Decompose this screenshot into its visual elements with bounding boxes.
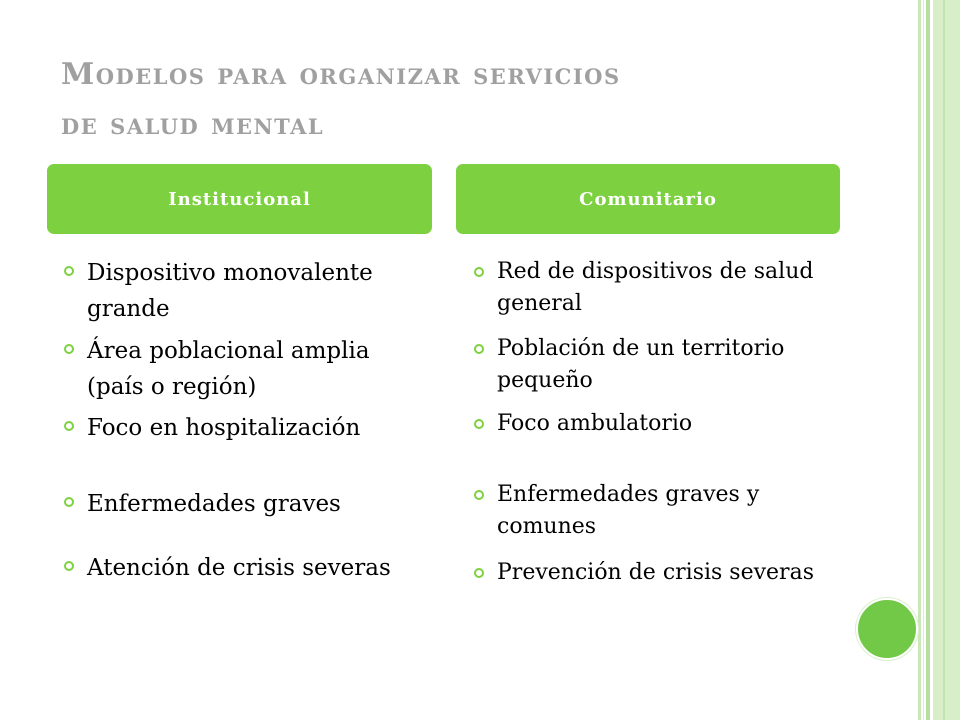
list-item-text: Foco ambulatorio [497, 411, 693, 436]
list-item [474, 256, 837, 320]
column-header-comunitario: Comunitario [456, 164, 840, 234]
list-item-text: Enfermedades graves y comunes [497, 482, 760, 539]
list-item [64, 333, 427, 405]
bullet-icon [474, 568, 484, 578]
decorative-circle [856, 598, 918, 660]
list-item-text: Prevención de crisis severas [497, 560, 814, 585]
bullet-icon [64, 497, 74, 507]
list-item-text: Atención de crisis severas [87, 555, 391, 581]
decorative-bar [943, 0, 945, 720]
list-item [474, 557, 837, 589]
title-line-1: Modelos para organizar servicios [61, 57, 621, 92]
list-item [474, 333, 837, 397]
list-item [474, 479, 837, 543]
decorative-bar [933, 0, 960, 720]
list-item [474, 408, 837, 440]
bullet-icon [474, 344, 484, 354]
list-item-text: Dispositivo monovalente grande [87, 260, 373, 322]
bullet-icon [474, 490, 484, 500]
list-item-text: Población de un territorio pequeño [497, 336, 785, 393]
bullet-icon [474, 419, 484, 429]
decorative-bar [918, 0, 921, 720]
list-item [64, 255, 427, 327]
bullet-icon [64, 266, 74, 276]
decorative-bar [926, 0, 930, 720]
list-item [64, 550, 427, 586]
column-header-institucional: Institucional [47, 164, 432, 234]
list-item-text: Red de dispositivos de salud general [497, 259, 814, 316]
slide-title [61, 50, 881, 150]
bullet-icon [474, 267, 484, 277]
bullet-icon [64, 561, 74, 571]
list-item [64, 486, 427, 522]
list-item [64, 410, 427, 446]
list-item-text: Foco en hospitalización [87, 415, 361, 441]
bullet-icon [64, 344, 74, 354]
bullet-icon [64, 421, 74, 431]
title-line-2: de salud mental [61, 107, 325, 142]
list-item-text: Enfermedades graves [87, 491, 341, 517]
decorative-bar [923, 0, 924, 720]
list-item-text: Área poblacional amplia (país o región) [87, 338, 370, 400]
